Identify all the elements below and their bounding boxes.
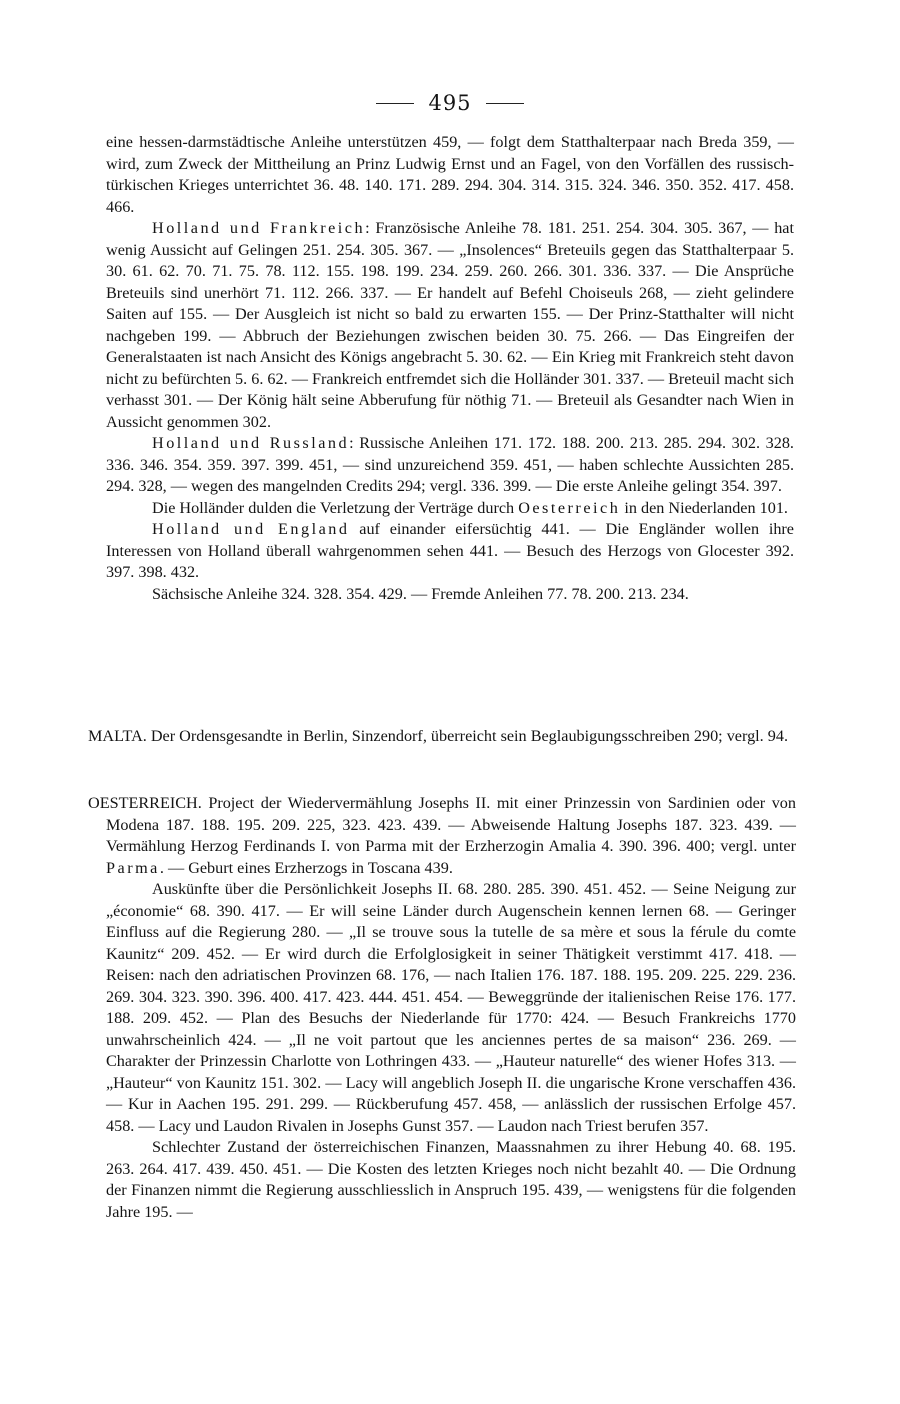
- holland-russland-text: : Russische Anleihen 171. 172. 188. 200. 213. 285. 294. 302. 328. 336. 346. 354. 359. 397. 399. 451, — sind unzureichend 359. 451, — haben schlechte Aussichten 285. 294. 328, — wegen des mangelnden Credits 294; vergl. 336. 399. — Die erste Anleihe gelingt 354. 397.: [106, 434, 794, 495]
- oesterreich-section: [88, 793, 796, 1223]
- holland-paragraph-1: eine hessen-darmstädtische Anleihe unterstützen 459, — folgt dem Statthalterpaar nach Breda 359, — wird, zum Zweck der Mittheilung an Prinz Ludwig Ernst und an Fagel, von den Vorfällen des russisch-türkischen Krieges unterrichtet 36. 48. 140. 171. 289. 294. 304. 314. 315. 324. 346. 350. 352. 417. 458. 466.: [106, 133, 794, 216]
- saechsische-anleihe-paragraph: Sächsische Anleihe 324. 328. 354. 429. — Fremde Anleihen 77. 78. 200. 213. 234.: [152, 584, 689, 603]
- holland-oesterreich-text-after: in den Niederlanden 101.: [620, 498, 788, 517]
- holland-oesterreich-text-before: Die Holländer dulden die Verletzung der Verträge durch: [152, 498, 519, 517]
- holland-frankreich-heading: Holland und Frankreich: [152, 219, 366, 237]
- holland-russland-paragraph: [106, 433, 794, 498]
- oesterreich-text-after: . — Geburt eines Erzherzogs in Toscana 439.: [159, 858, 453, 877]
- header-rule-left: [376, 103, 414, 104]
- oesterreich-paragraph-2: Auskünfte über die Persönlichkeit Josephs II. 68. 280. 285. 390. 451. 452. — Seine Neigung zur „économie“ 68. 390. 417. — Er will seine Länder durch Augenschein kennen lernen 68. — Geringer Einfluss auf die Regierung 280. — „Il se trouve sous la tutelle de sa mère et sous la férule du comte Kaunitz“ 209. 452. — Er wird durch die Erfolglosigkeit in seiner Thätigkeit verstimmt 417. 418. — Reisen: nach den adriatischen Provinzen 68. 176, — nach Italien 176. 187. 188. 195. 209. 225. 229. 236. 269. 304. 323. 390. 396. 400. 417. 423. 444. 451. 454. — Beweggründe der italienischen Reise 176. 177. 188. 209. 452. — Plan des Besuchs der Niederlande für 1770: 424. — Besuch Frankreichs 1770 unwahrscheinlich 424. — „Il ne voit partout que les anciennes pertes de sa maison“ 236. 269. — Charakter der Prinzessin Charlotte von Lothringen 433. — „Hauteur naturelle“ des wiener Hofes 313. — „Hauteur“ von Kaunitz 151. 302. — Lacy will angeblich Joseph II. die ungarische Krone verschaffen 436. — Kur in Aachen 195. 291. 299. — Rückberufung 457. 458, — anlässlich der russischen Erfolge 457. 458. — Lacy und Laudon Rivalen in Josephs Gunst 357. — Laudon nach Triest berufen 357.: [106, 880, 796, 1135]
- oesterreich-spaced-word: Oesterreich: [518, 498, 621, 517]
- oesterreich-entry-paragraph-1: [88, 793, 796, 879]
- oesterreich-paragraph-3: Schlechter Zustand der österreichischen Finanzen, Maassnahmen zu ihrer Hebung 40. 68. 195. 263. 264. 417. 439. 450. 451. — Die Kosten des letzten Krieges noch nicht bezahlt 40. — Die Ordnung der Finanzen nimmt die Regierung ausschliesslich in Anspruch 195. 439, — wenigstens für die folgenden Jahre 195. —: [106, 1138, 796, 1221]
- malta-entry: MALTA. Der Ordensgesandte in Berlin, Sinzendorf, überreicht sein Beglaubigungsschreiben 290; vergl. 94.: [88, 727, 789, 745]
- holland-england-text: auf einander eifersüchtig 441. — Die Engländer wollen ihre Interessen von Holland überall wahrgenommen sehen 441. — Besuch des Herzogs von Glocester 392. 397. 398. 432.: [106, 520, 794, 581]
- holland-oesterreich-paragraph: [106, 498, 794, 520]
- holland-russland-heading: Holland und Russland: [152, 434, 350, 452]
- header-rule-right: [486, 103, 524, 104]
- parma-spaced-word: Parma: [106, 858, 160, 877]
- page-number: 495: [428, 91, 472, 115]
- page-header: [0, 88, 900, 118]
- holland-section: [106, 132, 794, 605]
- malta-section: [88, 726, 796, 748]
- holland-frankreich-text: : Französische Anleihe 78. 181. 251. 254. 304. 305. 367, — hat wenig Aussicht auf Gelingen 251. 254. 305. 367. — „Insolences“ Breteuils gegen das Statthalterpaar 5. 30. 61. 62. 70. 71. 75. 78. 112. 155. 198. 199. 234. 259. 260. 266. 301. 336. 337. — Die Ansprüche Breteuils sind unerhört 71. 112. 266. 337. — Er handelt auf Befehl Choiseuls 268, — zieht gelindere Saiten auf 155. — Der Ausgleich ist nicht so bald zu erwarten 155. — Der Prinz-Statthalter will nicht nachgeben 199. — Abbruch der Beziehungen zwischen beiden 30. 75. 266. — Das Eingreifen der Generalstaaten ist nach Ansicht des Königs angebracht 5. 30. 62. — Ein Krieg mit Frankreich steht davon nicht zu befürchten 5. 6. 62. — Frankreich entfremdet sich die Holländer 301. 337. — Breteuil macht sich verhasst 301. — Der König hält seine Abberufung für nöthig 71. — Breteuil als Gesandter nach Wien in Aussicht genommen 302.: [106, 219, 794, 431]
- holland-frankreich-paragraph: [106, 218, 794, 433]
- holland-england-paragraph: [106, 519, 794, 584]
- holland-england-heading: Holland und England: [152, 520, 350, 538]
- oesterreich-text-before: OESTERREICH. Project der Wiedervermählung Josephs II. mit einer Prinzessin von Sardinien oder von Modena 187. 188. 195. 209. 225, 323. 423. 439. — Abweisende Haltung Josephs 187. 323. 439. — Vermählung Herzog Ferdinands I. von Parma mit der Erzherzogin Amalia 4. 390. 396. 400; vergl. unter: [88, 794, 796, 855]
